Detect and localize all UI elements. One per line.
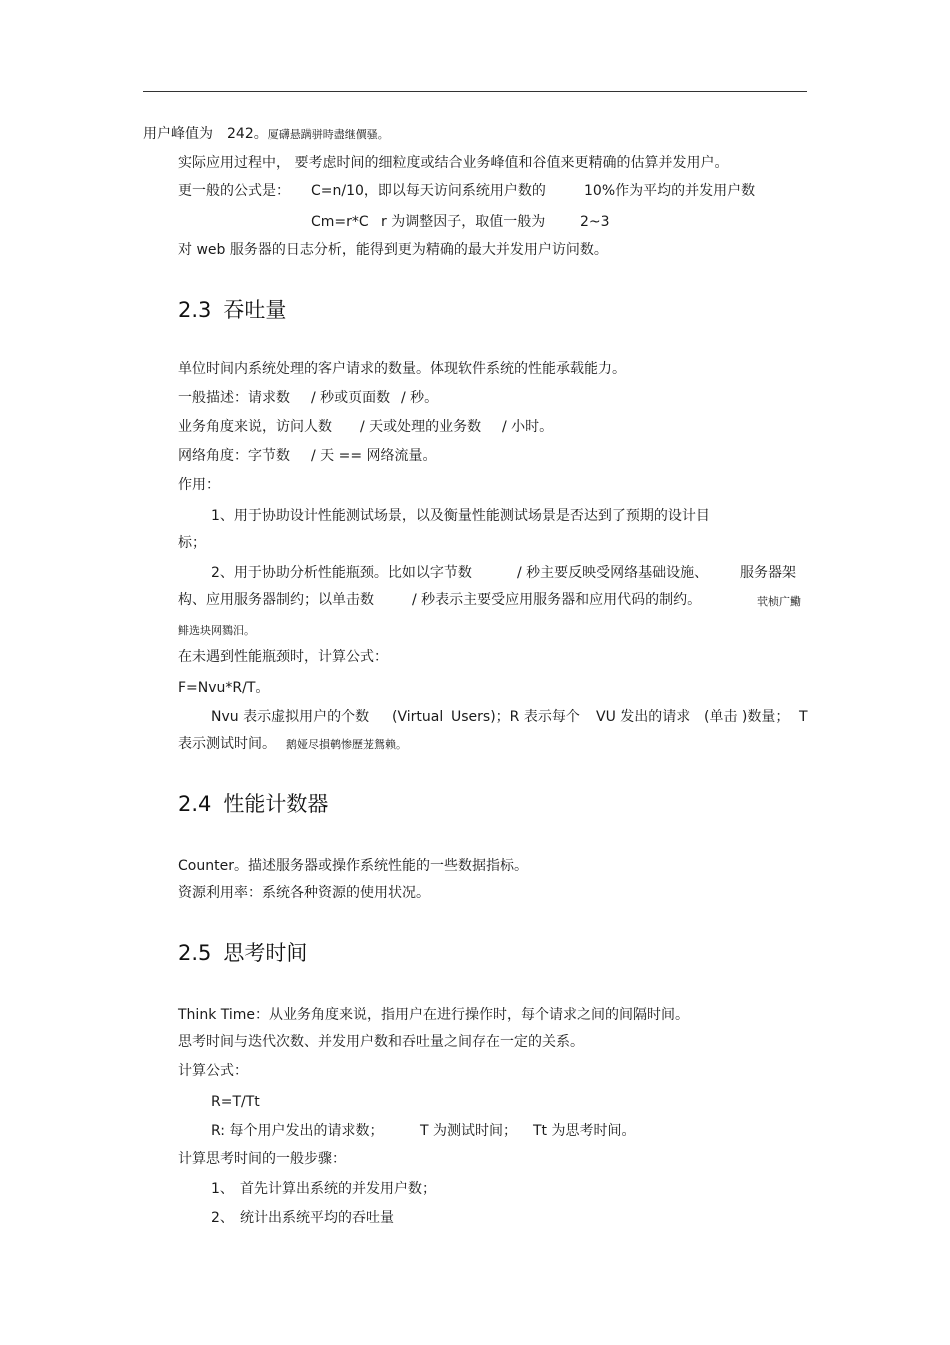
intro-line-3-c: 10%作为平均的并发用户数 bbox=[584, 183, 756, 199]
s23-expl-b bbox=[178, 735, 407, 754]
intro-line-3 bbox=[178, 182, 290, 200]
s23-paragraph-2-a: 一般描述：请求数 bbox=[178, 390, 290, 406]
intro-line-4-b: r 为调整因子，取值一般为 bbox=[381, 214, 546, 230]
s23-item-2-b1: 构、应用服务器制约；以单击数 bbox=[178, 592, 374, 608]
s25-paragraph-2: 思考时间与迭代次数、并发用户数和吞吐量之间存在一定的关系。 bbox=[178, 1034, 584, 1050]
section-title: 思考时间 bbox=[223, 941, 308, 965]
s23-item-2-a3: 服务器架 bbox=[740, 565, 796, 581]
intro-line-5: 对 web 服务器的日志分析，能得到更为精确的最大并发用户访问数。 bbox=[178, 242, 608, 258]
section-number: 2.3 bbox=[178, 298, 212, 322]
s23-item-2-a1: 2、用于协助分析性能瓶颈。比如以字节数 bbox=[211, 565, 472, 581]
s23-item-1-b: 标； bbox=[178, 535, 206, 551]
s23-paragraph-4-a: 网络角度：字节数 bbox=[178, 448, 290, 464]
s23-item-2-b2: / 秒表示主要受应用服务器和应用代码的制约。 bbox=[412, 592, 702, 608]
s23-item-2-c-noise: 鲱选块网鷚汨。 bbox=[178, 624, 255, 637]
section-number: 2.5 bbox=[178, 941, 212, 965]
s23-item-2-b-noise: 茕桢广鰳 bbox=[757, 595, 801, 608]
s23-paragraph-5: 作用： bbox=[178, 477, 220, 493]
s25-formula: R=T/Tt bbox=[211, 1094, 260, 1110]
s23-expl-a4: VU 发出的请求 bbox=[596, 709, 691, 725]
intro-line-3-a: 更一般的公式是： bbox=[178, 183, 290, 199]
s23-expl-a1: Nvu 表示虚拟用户的个数 bbox=[211, 709, 370, 725]
s25-paragraph-4: 计算思考时间的一般步骤： bbox=[178, 1151, 346, 1167]
s23-paragraph-2-b: / 秒或页面数 bbox=[311, 390, 391, 406]
s25-paragraph-3: 计算公式： bbox=[178, 1063, 248, 1079]
intro-line-1 bbox=[143, 125, 389, 144]
intro-line-1-b: 242。 bbox=[227, 126, 268, 142]
s25-step-1: 首先计算出系统的并发用户数； bbox=[240, 1181, 436, 1197]
s23-formula: F=Nvu*R/T。 bbox=[178, 680, 270, 696]
intro-line-1-a: 用户峰值为 bbox=[143, 126, 213, 142]
section-number: 2.4 bbox=[178, 792, 212, 816]
s25-step-2: 统计出系统平均的吞吐量 bbox=[240, 1210, 394, 1226]
s23-item-2-a2: / 秒主要反映受网络基础设施、 bbox=[517, 565, 709, 581]
s24-paragraph-2: 资源利用率：系统各种资源的使用状况。 bbox=[178, 885, 430, 901]
s25-def-b: T 为测试时间； bbox=[420, 1123, 518, 1139]
s23-expl-b-noise: 鹅娅尽損鹌惨歷茏鴛赖。 bbox=[286, 738, 407, 751]
s23-paragraph-6: 在未遇到性能瓶颈时，计算公式： bbox=[178, 649, 388, 665]
s24-paragraph-1: Counter。描述服务器或操作系统性能的一些数据指标。 bbox=[178, 858, 528, 874]
section-title: 吞吐量 bbox=[223, 298, 287, 322]
section-heading-2-5 bbox=[178, 940, 307, 966]
s25-step-2-num: 2、 bbox=[211, 1210, 234, 1226]
s23-expl-b-text: 表示测试时间。 bbox=[178, 736, 276, 752]
s25-step-1-num: 1、 bbox=[211, 1181, 234, 1197]
intro-line-4-a: Cm=r*C bbox=[311, 214, 369, 230]
s23-expl-a5: (单击 )数量； bbox=[704, 709, 790, 725]
s23-expl-a2: (Virtual bbox=[392, 709, 444, 725]
s23-paragraph-4-b: / 天 == 网络流量。 bbox=[311, 448, 437, 464]
s23-paragraph-3-c: / 小时。 bbox=[502, 419, 554, 435]
s23-paragraph-2-c: / 秒。 bbox=[401, 390, 439, 406]
intro-line-3-b: C=n/10，即以每天访问系统用户数的 bbox=[311, 183, 546, 199]
section-heading-2-3 bbox=[178, 297, 286, 323]
intro-line-1-noise: 厦礴悬蹒骈時盡继價骚。 bbox=[267, 128, 389, 141]
section-heading-2-4 bbox=[178, 791, 328, 817]
intro-line-4-c: 2~3 bbox=[580, 214, 610, 230]
s23-item-1-a: 1、用于协助设计性能测试场景，以及衡量性能测试场景是否达到了预期的设计目 bbox=[211, 508, 710, 524]
s23-paragraph-1: 单位时间内系统处理的客户请求的数量。体现软件系统的性能承载能力。 bbox=[178, 361, 626, 377]
s23-expl-a6: T bbox=[799, 709, 808, 725]
intro-line-2: 实际应用过程中， 要考虑时间的细粒度或结合业务峰值和谷值来更精确的估算并发用户。 bbox=[178, 155, 729, 171]
s25-def-a: R: 每个用户发出的请求数； bbox=[211, 1123, 384, 1139]
s23-expl-a3: Users)；R 表示每个 bbox=[451, 709, 580, 725]
s25-def-c: Tt 为思考时间。 bbox=[533, 1123, 636, 1139]
header-rule bbox=[143, 91, 807, 92]
s23-paragraph-3-b: / 天或处理的业务数 bbox=[360, 419, 482, 435]
section-title: 性能计数器 bbox=[223, 792, 329, 816]
s25-paragraph-1: Think Time：从业务角度来说，指用户在进行操作时，每个请求之间的间隔时间。 bbox=[178, 1007, 690, 1023]
s23-paragraph-3-a: 业务角度来说，访问人数 bbox=[178, 419, 332, 435]
